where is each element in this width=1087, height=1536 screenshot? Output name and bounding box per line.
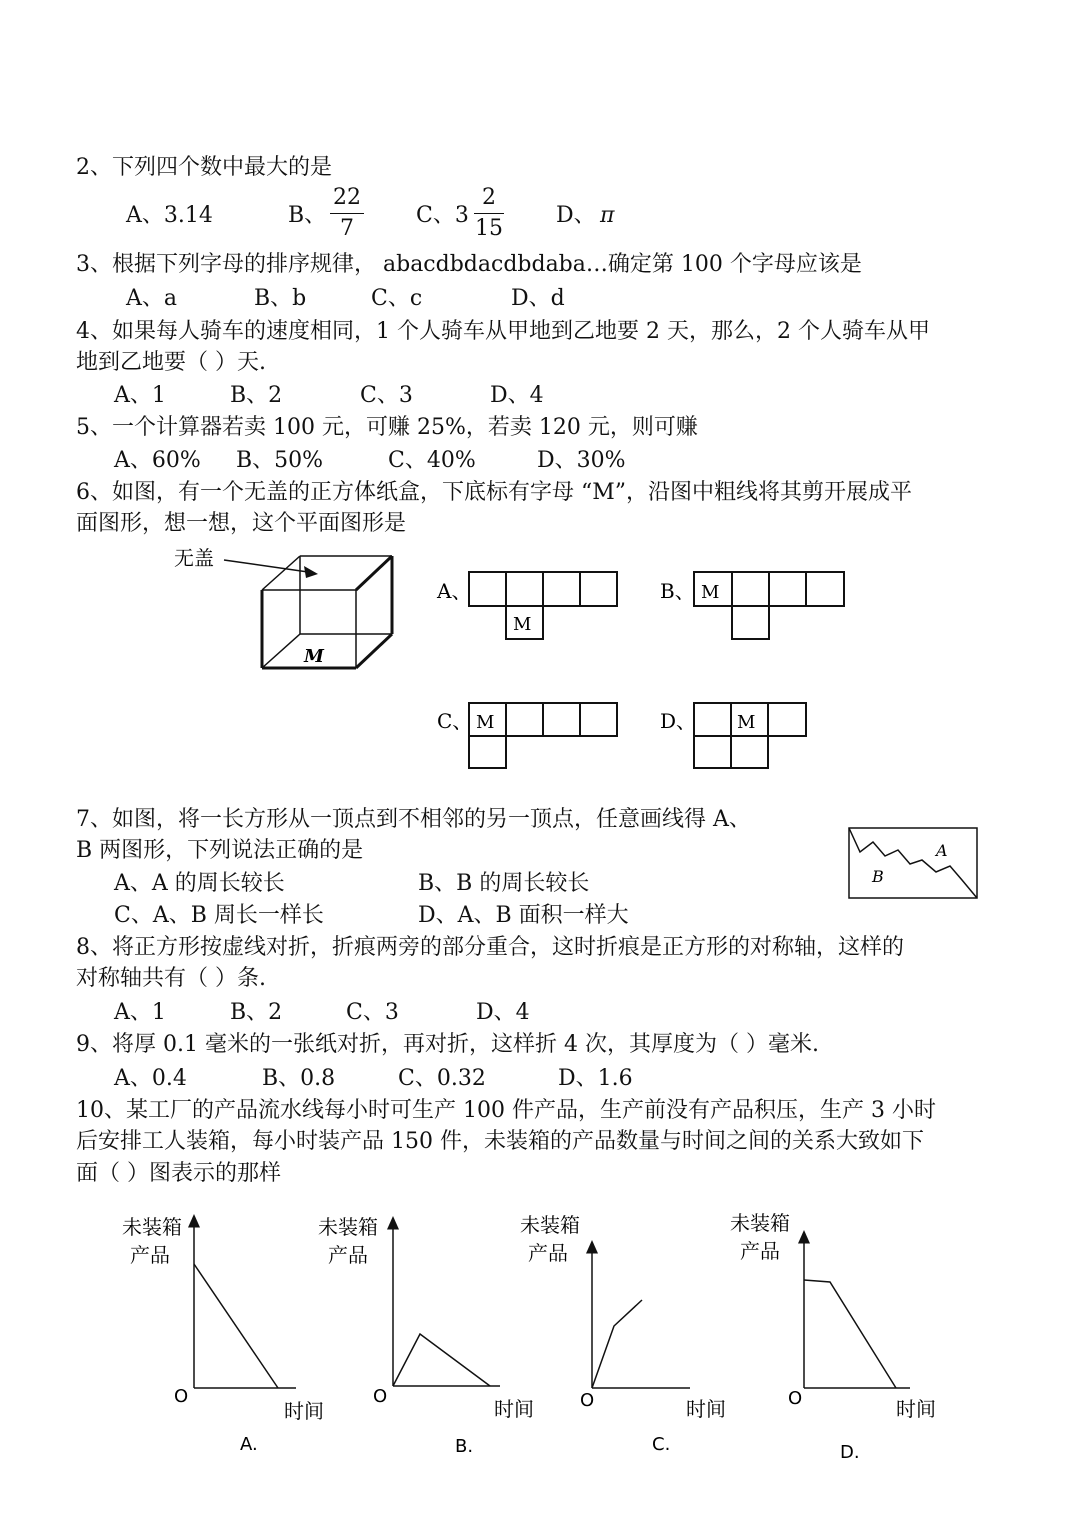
arrow-line: [224, 560, 308, 572]
graph-d: [730, 1211, 936, 1463]
cube-letter: M: [304, 646, 324, 667]
net-c-m: M: [476, 712, 495, 733]
origin-label: O: [580, 1390, 595, 1411]
net-a-m: M: [513, 614, 532, 635]
question-10-line-2: 后安排工人装箱，每小时装产品 150 件，未装箱的产品数量与时间之间的关系大致如下: [76, 1129, 924, 1154]
x-label: 时间: [896, 1397, 936, 1421]
y-label-2: 产品: [130, 1243, 170, 1267]
question-4-line-2: 地到乙地要（ ）天.: [76, 350, 266, 375]
rectangle-split-figure: [840, 820, 990, 910]
net-c-label: C、: [437, 709, 473, 733]
q3-option-b: B、b: [254, 286, 307, 311]
graph-caption: D.: [840, 1442, 860, 1463]
question-7-line-2: B 两图形，下列说法正确的是: [76, 838, 364, 863]
net-a-label: A、: [437, 579, 472, 603]
net-d-label: D、: [660, 709, 697, 733]
x-label: 时间: [494, 1397, 534, 1421]
q4-option-d: D、4: [490, 383, 544, 408]
q2-option-a: A、3.14: [126, 203, 213, 228]
graph-c: [520, 1213, 726, 1455]
graph-b: [318, 1215, 534, 1457]
q4-option-b: B、2: [230, 383, 283, 408]
q2-option-d-pi: π: [600, 203, 615, 228]
q2-option-d-prefix: D、: [556, 203, 596, 228]
no-lid-label: 无盖: [174, 546, 214, 570]
graph-line: [592, 1300, 642, 1388]
x-label: 时间: [284, 1399, 324, 1423]
fraction-numerator: 2: [482, 185, 496, 210]
graph-caption: B.: [455, 1436, 474, 1457]
origin-label: O: [788, 1388, 803, 1409]
q9-option-b: B、0.8: [262, 1066, 336, 1091]
q7-option-b: B、B 的周长较长: [418, 871, 590, 896]
origin-label: O: [174, 1386, 189, 1407]
graph-line: [194, 1264, 278, 1388]
y-label-2: 产品: [740, 1239, 780, 1263]
region-b-label: B: [872, 867, 884, 886]
q3-option-d: D、d: [511, 286, 565, 311]
q8-option-c: C、3: [346, 1000, 399, 1025]
region-a-label: A: [936, 841, 948, 860]
question-10-line-1: 10、某工厂的产品流水线每小时可生产 100 件产品，生产前没有产品积压，生产 3 小时: [76, 1098, 936, 1123]
origin-label: O: [373, 1386, 388, 1407]
graph-caption: C.: [652, 1434, 671, 1455]
zigzag-line: [849, 828, 977, 898]
question-10-line-3: 面（ ）图表示的那样: [76, 1161, 281, 1186]
question-5-text: 5、一个计算器若卖 100 元，可赚 25%，若卖 120 元，则可赚: [76, 415, 698, 440]
y-label-1: 未装箱: [730, 1211, 790, 1235]
q9-option-d: D、1.6: [558, 1066, 633, 1091]
question-4-line-1: 4、如果每人骑车的速度相同，1 个人骑车从甲地到乙地要 2 天，那么，2 个人骑车从甲: [76, 319, 930, 344]
y-label-2: 产品: [528, 1241, 568, 1265]
y-label-1: 未装箱: [122, 1215, 182, 1239]
q5-option-a: A、60%: [114, 448, 201, 473]
q5-option-c: C、40%: [388, 448, 476, 473]
graph-caption: A.: [240, 1434, 258, 1455]
q3-option-a: A、a: [126, 286, 178, 311]
q5-option-b: B、50%: [236, 448, 324, 473]
fraction-denominator: 7: [340, 216, 354, 241]
net-b-label: B、: [660, 579, 695, 603]
q3-option-c: C、c: [371, 286, 423, 311]
fraction-numerator: 22: [333, 185, 361, 210]
q8-option-a: A、1: [114, 1000, 166, 1025]
question-8-line-2: 对称轴共有（ ）条.: [76, 966, 266, 991]
q2-option-b-prefix: B、: [288, 203, 327, 228]
q10-graphs: [0, 1190, 1087, 1480]
q2-option-c-prefix: C、3: [416, 203, 469, 228]
q8-option-b: B、2: [230, 1000, 283, 1025]
arrow-head-icon: [304, 566, 318, 578]
q8-option-d: D、4: [476, 1000, 530, 1025]
graph-line: [804, 1280, 896, 1388]
q5-option-d: D、30%: [537, 448, 626, 473]
y-label-1: 未装箱: [520, 1213, 580, 1237]
question-9-text: 9、将厚 0.1 毫米的一张纸对折，再对折，这样折 4 次，其厚度为（ ）毫米.: [76, 1032, 819, 1057]
fraction-denominator: 15: [475, 216, 503, 241]
question-7-line-1: 7、如图，将一长方形从一顶点到不相邻的另一顶点，任意画线得 A、: [76, 807, 751, 832]
q9-option-a: A、0.4: [114, 1066, 187, 1091]
y-label-2: 产品: [328, 1243, 368, 1267]
cube-figure: [262, 556, 392, 668]
net-d-m: M: [737, 712, 756, 733]
q4-option-c: C、3: [360, 383, 413, 408]
question-8-line-1: 8、将正方形按虚线对折，折痕两旁的部分重合，这时折痕是正方形的对称轴，这样的: [76, 935, 904, 960]
question-6-line-2: 面图形，想一想，这个平面图形是: [76, 511, 407, 536]
q7-option-a: A、A 的周长较长: [114, 871, 285, 896]
graph-a: [122, 1215, 324, 1455]
q9-option-c: C、0.32: [398, 1066, 486, 1091]
question-3-text: 3、根据下列字母的排序规律， abacdbdacdbdaba…确定第 100 个字母应该是: [76, 252, 862, 277]
net-b-m: M: [701, 582, 720, 603]
q7-option-d: D、A、B 面积一样大: [418, 903, 629, 928]
question-6-line-1: 6、如图，有一个无盖的正方体纸盒，下底标有字母 “M”，沿图中粗线将其剪开展成平: [76, 480, 913, 505]
y-label-1: 未装箱: [318, 1215, 378, 1239]
question-2-text: 2、下列四个数中最大的是: [76, 155, 332, 180]
q7-option-c: C、A、B 周长一样长: [114, 903, 324, 928]
net-a: [469, 572, 617, 639]
graph-line: [393, 1334, 490, 1386]
x-label: 时间: [686, 1397, 726, 1421]
q4-option-a: A、1: [114, 383, 166, 408]
